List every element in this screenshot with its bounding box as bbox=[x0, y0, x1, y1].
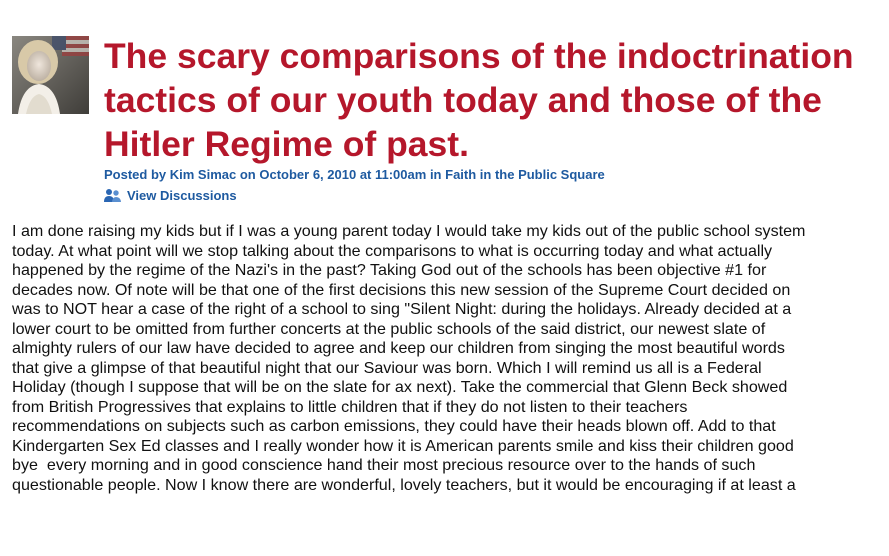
post-body bbox=[12, 222, 889, 495]
post-title-line: Hitler Regime of past. bbox=[104, 124, 469, 164]
post-byline bbox=[104, 167, 605, 182]
body-line: that give a glimpse of that beautiful night that our Saviour was born. Which I will remind us all is a Federal bbox=[12, 358, 762, 377]
category-link[interactable]: Faith in the Public Square bbox=[445, 167, 605, 182]
body-line: lower court to be omitted from further concerts at the public schools of the said district, our newest slate of bbox=[12, 319, 766, 338]
body-line: Holiday (though I suppose that will be on the slate for ax next). Take the commercial that Glenn Beck showed bbox=[12, 378, 788, 396]
body-line: almighty rulers of our law have decided to agree and keep our children from singing the most beautiful words bbox=[12, 339, 785, 357]
body-line: from British Progressives that explains to little children that if they do not listen to their teachers bbox=[12, 397, 688, 416]
post-date: October 6, 2010 at 11:00am bbox=[259, 167, 427, 182]
body-line: decades now. Of note will be that one of the first decisions this new session of the Supreme Court decided on bbox=[12, 280, 791, 299]
byline-in: in bbox=[429, 167, 442, 182]
byline-on: on bbox=[239, 167, 256, 182]
people-icon bbox=[104, 188, 121, 203]
body-line: recommendations on subjects such as carbon emissions, they could have their heads blown off. Add to that bbox=[12, 417, 776, 435]
author-photo bbox=[12, 36, 89, 114]
body-line: today. At what point will we stop talking about the comparisons to what is occurring today and what actually bbox=[12, 241, 773, 260]
author-avatar[interactable] bbox=[12, 36, 89, 114]
post-title-line: The scary comparisons of the indoctrination bbox=[104, 36, 854, 76]
body-line: I am done raising my kids but if I was a young parent today I would take my kids out of the public school system bbox=[12, 222, 806, 240]
body-line: happened by the regime of the Nazi's in the past? Taking God out of the schools has been objective #1 for bbox=[12, 261, 767, 279]
post-title-line: tactics of our youth today and those of the bbox=[104, 80, 822, 120]
post-title bbox=[104, 34, 889, 166]
body-line: bye every morning and in good conscience hand their most precious resource over to the hands of such bbox=[12, 456, 756, 474]
view-discussions-link[interactable] bbox=[104, 188, 237, 203]
body-line: was to NOT hear a case of the right of a school to sing "Silent Night: during the holidays. Already decided at a bbox=[12, 300, 792, 318]
body-line: questionable people. Now I know there are wonderful, lovely teachers, but it would be encouraging if at least a bbox=[12, 475, 796, 494]
byline-prefix: Posted by bbox=[104, 167, 167, 182]
view-discussions-label: View Discussions bbox=[127, 188, 237, 203]
author-link[interactable]: Kim Simac bbox=[169, 167, 237, 182]
body-line: Kindergarten Sex Ed classes and I really wonder how it is American parents smile and kiss their children good bbox=[12, 436, 794, 455]
